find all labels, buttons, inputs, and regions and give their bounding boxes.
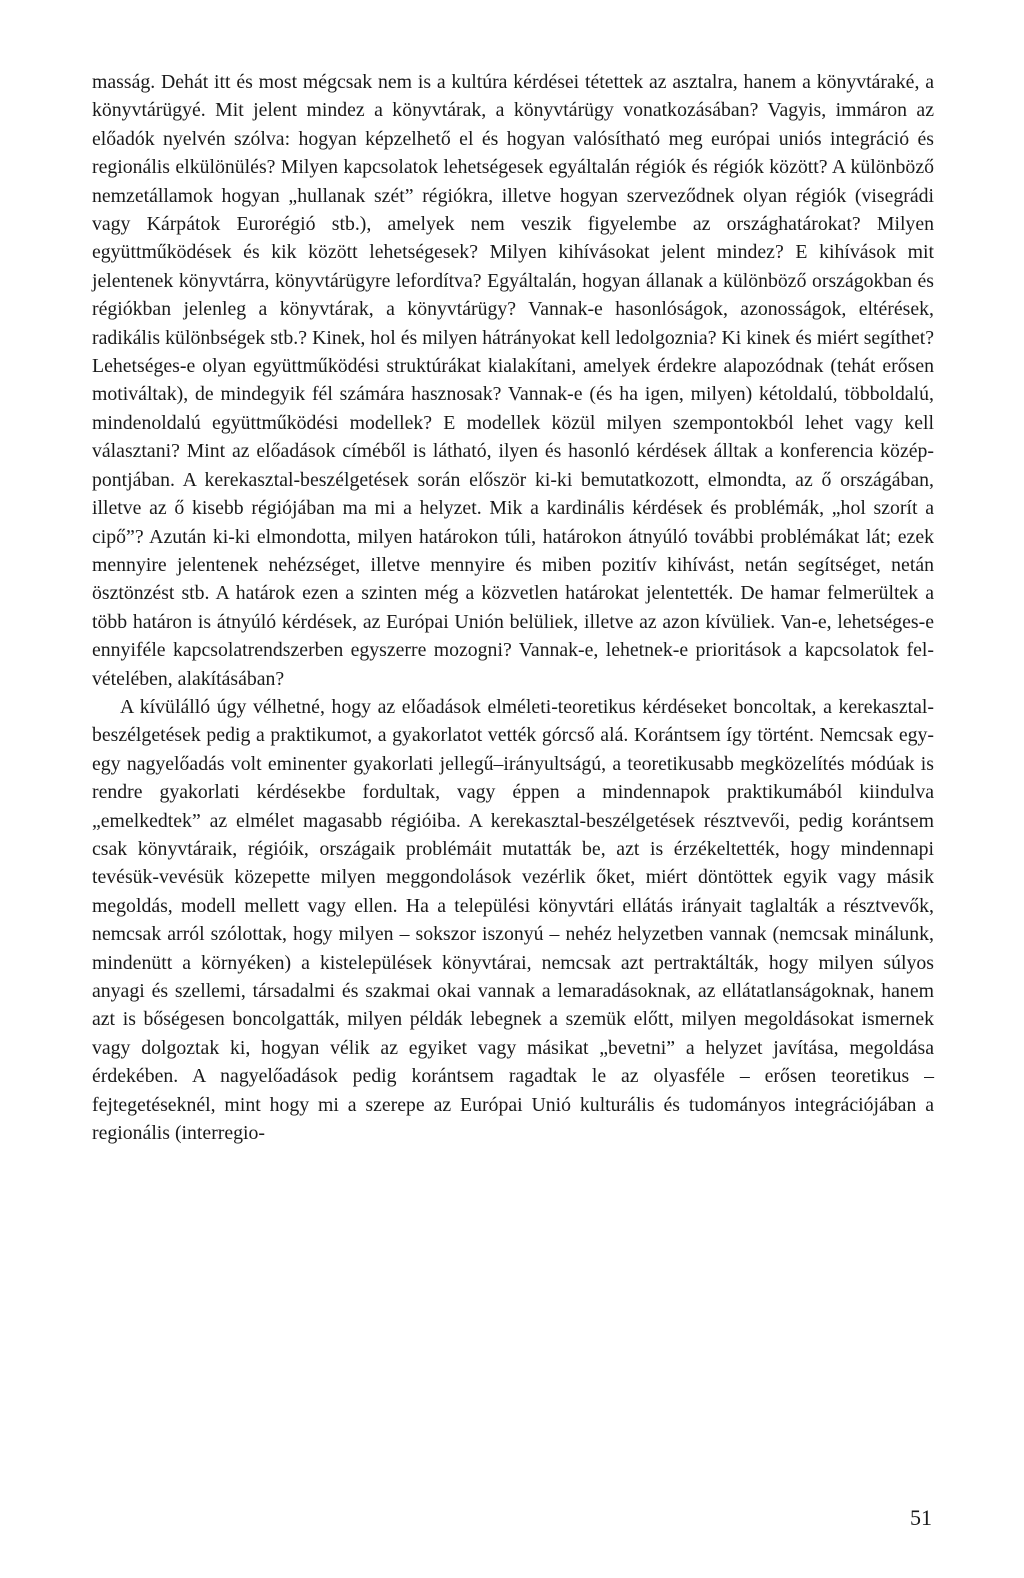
page-number: 51 [910, 1505, 932, 1530]
page-body [92, 68, 934, 1147]
paragraph-1: masság. Dehát itt és most mégcsak nem is a kultúra kérdései tétettek az asztalra, hanem a könyvtáraké, a könyvtárügyé. Mit jelent mindez a könyvtárak, a könyvtárügy vonatkozásában? Vagyis, immáron az előadók nyelvén szólva: hogyan képzelhető el és hogyan valósítható meg európai uniós integráció és regionális elkülönülés? Milyen kapcsolatok lehetségesek egyáltalán régiók és régiók között? A különböző nemzetállamok hogyan „hullanak szét” régiókra, illetve hogyan szerveződnek olyan régiók (visegrádi vagy Kárpátok Eurorégió stb.), amelyek nem veszik figyelembe az országhatárokat? Milyen együttműködések és kik között lehetségesek? Milyen kihívásokat jelent mindez? E kihívások mit jelentenek könyvtárra, könyvtárügyre lefordítva? Egyáltalán, hogyan állanak a különböző országokban és régiókban jelenleg a könyvtárak, a könyvtárügy? Vannak-e hasonlóságok, azonosságok, eltérések, radikális különbségek stb.? Kinek, hol és milyen hátrányokat kell ledolgoznia? Ki kinek és miért segíthet? Lehetséges-e olyan együttműködési struktúrákat kialakítani, amelyek érdekre alapozódnak (tehát erősen motiváltak), de mindegyik fél számára hasznosak? Vannak-e (és ha igen, milyen) kétoldalú, többoldalú, mindenoldalú együttműködési modellek? E modellek közül milyen szempontokból lehet vagy kell választani? Mint az előadások címéből is látható, ilyen és hasonló kérdések álltak a konferencia középpontjában. A kerekasztal-beszélgetések során először ki-ki bemutatkozott, elmondta, az ő országában, illetve az ő kisebb régiójában ma mi a helyzet. Mik a kardinális kérdések és problémák, „hol szorít a cipő”? Azután ki-ki elmondotta, milyen határokon túli, határokon átnyúló további problémákat lát; ezek mennyire jelentenek nehézséget, illetve mennyire és miben pozitív kihívást, netán segítséget, netán ösztönzést stb. A határok ezen a szinten még a közvetlen határokat jelentették. De hamar felmerültek a több határon is átnyúló kérdések, az Európai Unión belüliek, illetve az azon kívüliek. Van-e, lehetséges-e ennyiféle kapcsolatrendszerben egyszerre mozogni? Vannak-e, lehetnek-e prioritások a kapcsolatok felvételében, alakításában? [92, 71, 934, 690]
paragraph-2: A kívülálló úgy vélhetné, hogy az előadások elméleti-teoretikus kérdéseket boncoltak, a kerekasztal-beszélgetések pedig a praktikumot, a gyakorlatot vették górcső alá. Korántsem így történt. Nemcsak egy-egy nagyelőadás volt eminenter gyakorlati jellegű–irányultságú, a teoretikusabb megközelítés módúak is rendre gyakorlati kérdésekbe fordultak, vagy éppen a mindennapok praktikumából kiindulva „emelkedtek” az elmélet magasabb régióiba. A kerekasztal-beszélgetések résztvevői, pedig korántsem csak könyvtáraik, régióik, országaik problémáit mutatták be, azt is érzékeltették, hogy mindennapi tevésük-vevésük közepette milyen meggondolások vezérlik őket, miért döntöttek egyik vagy másik megoldás, modell mellett vagy ellen. Ha a települési könyvtári ellátás irányait taglalták a résztvevők, nemcsak arról szólottak, hogy milyen – sokszor iszonyú – nehéz helyzetben vannak (nemcsak minálunk, mindenütt a környéken) a kistelepülések könyvtárai, nemcsak azt pertraktálták, hogy milyen súlyos anyagi és szellemi, társadalmi és szakmai okai vannak a lemaradásoknak, az ellátatlanságoknak, hanem azt is bőségesen boncolgatták, milyen példák lebegnek a szemük előtt, milyen megoldásokat ismernek vagy dolgoztak ki, hogyan vélik az egyiket vagy másikat „bevetni” a helyzet javítása, megoldása érdekében. A nagyelőadások pedig korántsem ragadtak le az olyasféle – erősen teoretikus – fejtegetéseknél, mint hogy mi a szerepe az Európai Unió kulturális és tudományos integrációjában a regionális (interregio- [92, 695, 934, 1145]
